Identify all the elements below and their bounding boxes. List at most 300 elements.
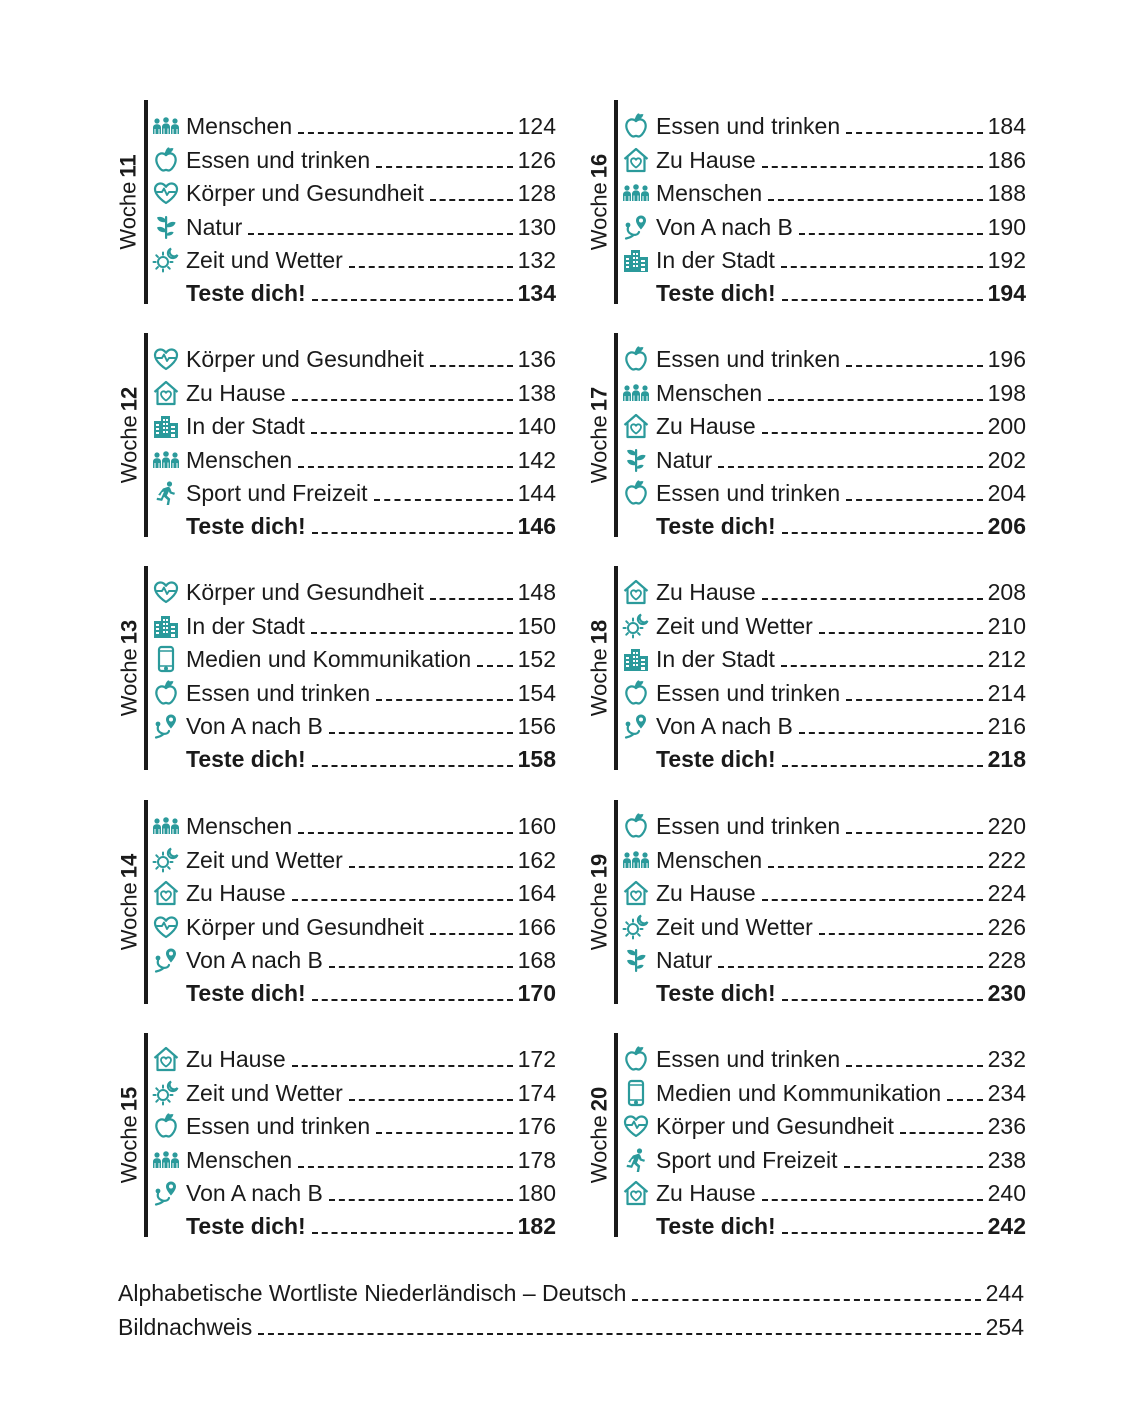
week-prefix: Woche	[586, 1115, 611, 1184]
dot-leader	[718, 466, 982, 468]
page-number: 162	[517, 846, 556, 873]
entry-title: Zeit und Wetter	[186, 846, 343, 873]
entry-title: Von A nach B	[656, 712, 793, 739]
dot-leader	[312, 765, 513, 767]
people-icon	[152, 446, 180, 474]
page-number: 230	[987, 980, 1026, 1007]
dot-leader	[430, 365, 513, 367]
dot-leader	[477, 665, 513, 667]
dot-leader	[298, 132, 513, 134]
week-label	[118, 568, 140, 768]
toc-entry[interactable]	[622, 241, 1026, 274]
sun-moon-icon	[622, 612, 650, 640]
dot-leader	[782, 765, 983, 767]
week-label	[588, 102, 610, 302]
entry-title: Teste dich!	[186, 1213, 306, 1240]
people-icon	[622, 179, 650, 207]
dot-leader	[846, 499, 983, 501]
week-label	[588, 1035, 610, 1235]
toc-entry[interactable]	[622, 941, 1026, 974]
entry-title: Zeit und Wetter	[656, 913, 813, 940]
test-entry[interactable]	[152, 1207, 556, 1240]
week-prefix: Woche	[116, 181, 141, 250]
people-icon	[622, 846, 650, 874]
dot-leader	[768, 399, 983, 401]
apple-icon	[622, 812, 650, 840]
entry-title: Teste dich!	[186, 980, 306, 1007]
house-heart-icon	[152, 879, 180, 907]
toc-entry[interactable]	[622, 907, 1026, 940]
sun-moon-icon	[152, 846, 180, 874]
page-number: 232	[987, 1046, 1026, 1073]
page-number: 220	[987, 813, 1026, 840]
dot-leader	[768, 199, 983, 201]
entry-title: Von A nach B	[186, 946, 323, 973]
entry-title: Essen und trinken	[656, 813, 841, 840]
page-number: 156	[517, 712, 556, 739]
toc-entry[interactable]	[152, 941, 556, 974]
entry-title: Essen und trinken	[656, 346, 841, 373]
dot-leader	[312, 1232, 513, 1234]
toc-entry[interactable]	[622, 874, 1026, 907]
route-icon	[152, 712, 180, 740]
dot-leader	[819, 933, 983, 935]
page-number: 240	[987, 1179, 1026, 1206]
toc-entry[interactable]	[152, 606, 556, 639]
entry-title: Medien und Kommunikation	[186, 646, 472, 673]
toc-entry[interactable]	[622, 807, 1026, 840]
toc-entry[interactable]	[622, 673, 1026, 706]
page-number: 206	[987, 513, 1026, 540]
page-number: 178	[517, 1146, 556, 1173]
toc-entry[interactable]	[152, 640, 556, 673]
page-number: 204	[987, 479, 1026, 506]
week-entries	[152, 107, 556, 307]
page-number: 234	[987, 1079, 1026, 1106]
dot-leader	[947, 1099, 983, 1101]
week-prefix: Woche	[116, 882, 141, 951]
week-label	[118, 1035, 140, 1235]
toc-entry[interactable]	[152, 107, 556, 140]
apple-icon	[152, 1112, 180, 1140]
house-heart-icon	[622, 412, 650, 440]
week-label	[588, 568, 610, 768]
page-number: 130	[517, 213, 556, 240]
page-number: 154	[517, 679, 556, 706]
week-prefix: Woche	[116, 648, 141, 717]
toc-entry[interactable]	[152, 907, 556, 940]
page-number: 152	[517, 646, 556, 673]
dot-leader	[844, 1166, 983, 1168]
entry-title: Natur	[656, 946, 713, 973]
page-number: 254	[985, 1313, 1024, 1340]
page-number: 188	[987, 180, 1026, 207]
dot-leader	[846, 365, 983, 367]
dot-leader	[768, 866, 983, 868]
runner-icon	[152, 479, 180, 507]
entry-title: Körper und Gesundheit	[186, 180, 424, 207]
dot-leader	[781, 266, 983, 268]
dot-leader	[311, 632, 513, 634]
toc-entry[interactable]	[622, 606, 1026, 639]
leaf-icon	[152, 213, 180, 241]
page-number: 212	[987, 646, 1026, 673]
entry-title: Essen und trinken	[186, 679, 371, 706]
dot-leader	[376, 166, 513, 168]
dot-leader	[349, 1099, 513, 1101]
dot-leader	[349, 866, 513, 868]
week-block	[586, 566, 1028, 773]
toc-entry[interactable]	[152, 874, 556, 907]
toc-entry[interactable]	[622, 440, 1026, 473]
house-heart-icon	[622, 578, 650, 606]
page-number: 124	[517, 113, 556, 140]
week-divider	[614, 800, 618, 1004]
entry-title: Natur	[656, 446, 713, 473]
house-heart-icon	[152, 1045, 180, 1073]
page-number: 144	[517, 479, 556, 506]
week-number: 18	[586, 619, 611, 645]
entry-title: Essen und trinken	[656, 113, 841, 140]
week-block	[116, 800, 558, 1007]
test-entry[interactable]	[152, 507, 556, 540]
dot-leader	[376, 699, 513, 701]
toc-entry[interactable]	[152, 474, 556, 507]
week-prefix: Woche	[586, 415, 611, 484]
page-number: 182	[517, 1213, 556, 1240]
week-block	[116, 1033, 558, 1240]
entry-title: Körper und Gesundheit	[186, 346, 424, 373]
page-number: 218	[987, 746, 1026, 773]
leaf-icon	[622, 946, 650, 974]
entry-title: Medien und Kommunikation	[656, 1079, 942, 1106]
heart-pulse-icon	[152, 179, 180, 207]
dot-leader	[762, 166, 983, 168]
entry-title: Von A nach B	[186, 1179, 323, 1206]
apple-icon	[622, 112, 650, 140]
week-label	[118, 335, 140, 535]
dot-leader	[374, 499, 513, 501]
page-number: 164	[517, 880, 556, 907]
entry-title: Natur	[186, 213, 243, 240]
page-number: 216	[987, 712, 1026, 739]
week-label	[118, 102, 140, 302]
appendix-entry[interactable]	[118, 1274, 1024, 1307]
dot-leader	[781, 665, 983, 667]
page-number: 196	[987, 346, 1026, 373]
house-heart-icon	[622, 1179, 650, 1207]
toc-entry[interactable]	[622, 840, 1026, 873]
entry-title: Teste dich!	[656, 746, 776, 773]
dot-leader	[292, 899, 513, 901]
entry-title: Von A nach B	[656, 213, 793, 240]
week-prefix: Woche	[116, 415, 141, 484]
page-number: 160	[517, 813, 556, 840]
entry-title: Essen und trinken	[656, 1046, 841, 1073]
week-prefix: Woche	[116, 1115, 141, 1184]
runner-icon	[622, 1146, 650, 1174]
page-number: 192	[987, 246, 1026, 273]
dot-leader	[782, 299, 983, 301]
dot-leader	[430, 598, 513, 600]
test-entry[interactable]	[622, 274, 1026, 307]
dot-leader	[312, 299, 513, 301]
page-number: 236	[987, 1113, 1026, 1140]
test-entry[interactable]	[622, 740, 1026, 773]
page-number: 228	[987, 946, 1026, 973]
sun-moon-icon	[152, 246, 180, 274]
toc-entry[interactable]	[622, 373, 1026, 406]
entry-title: Menschen	[656, 379, 763, 406]
heart-pulse-icon	[152, 578, 180, 606]
test-entry[interactable]	[152, 740, 556, 773]
test-entry[interactable]	[152, 974, 556, 1007]
page-number: 140	[517, 413, 556, 440]
entry-title: Körper und Gesundheit	[656, 1113, 894, 1140]
toc-entry[interactable]	[622, 1040, 1026, 1073]
toc-entry[interactable]	[622, 640, 1026, 673]
toc-entry[interactable]	[622, 407, 1026, 440]
toc-entry[interactable]	[152, 1174, 556, 1207]
dot-leader	[312, 532, 513, 534]
dot-leader	[762, 1199, 983, 1201]
toc-entry[interactable]	[622, 1073, 1026, 1106]
route-icon	[622, 213, 650, 241]
city-icon	[622, 645, 650, 673]
apple-icon	[622, 679, 650, 707]
dot-leader	[846, 832, 983, 834]
entry-title: Zu Hause	[656, 1179, 756, 1206]
entry-title: Zu Hause	[656, 413, 756, 440]
week-block	[586, 100, 1028, 307]
dot-leader	[292, 399, 513, 401]
toc-entry[interactable]	[622, 474, 1026, 507]
toc-appendix	[118, 1274, 1024, 1341]
entry-title: Zeit und Wetter	[656, 612, 813, 639]
dot-leader	[782, 1232, 983, 1234]
page-number: 150	[517, 612, 556, 639]
dot-leader	[329, 966, 513, 968]
week-block	[116, 566, 558, 773]
heart-pulse-icon	[622, 1112, 650, 1140]
phone-icon	[622, 1079, 650, 1107]
page-number: 208	[987, 579, 1026, 606]
entry-title: Essen und trinken	[186, 146, 371, 173]
week-number: 13	[116, 619, 141, 645]
page-number: 136	[517, 346, 556, 373]
entry-title: Bildnachweis	[118, 1313, 253, 1340]
apple-icon	[622, 479, 650, 507]
dot-leader	[799, 233, 983, 235]
week-divider	[144, 1033, 148, 1237]
apple-icon	[622, 1045, 650, 1073]
entry-title: Zu Hause	[656, 146, 756, 173]
week-entries	[622, 807, 1026, 1007]
dot-leader	[298, 832, 513, 834]
toc-entry[interactable]	[152, 207, 556, 240]
test-entry[interactable]	[622, 1207, 1026, 1240]
entry-title: Menschen	[186, 1146, 293, 1173]
page-number: 148	[517, 579, 556, 606]
toc-entry[interactable]	[152, 1107, 556, 1140]
dot-leader	[632, 1299, 980, 1301]
toc-entry[interactable]	[622, 340, 1026, 373]
page-number: 132	[517, 246, 556, 273]
apple-icon	[152, 679, 180, 707]
dot-leader	[312, 999, 513, 1001]
dot-leader	[782, 532, 983, 534]
entry-title: Alphabetische Wortliste Niederländisch – Deutsch	[118, 1280, 627, 1307]
dot-leader	[298, 466, 513, 468]
phone-icon	[152, 645, 180, 673]
page-number: 138	[517, 379, 556, 406]
entry-title: Teste dich!	[656, 513, 776, 540]
page-number: 226	[987, 913, 1026, 940]
toc-entry[interactable]	[152, 340, 556, 373]
week-entries	[622, 107, 1026, 307]
dot-leader	[298, 1166, 513, 1168]
toc-entry[interactable]	[152, 140, 556, 173]
dot-leader	[329, 732, 513, 734]
week-block	[116, 100, 558, 307]
toc-entry[interactable]	[152, 707, 556, 740]
dot-leader	[762, 598, 983, 600]
week-block	[586, 333, 1028, 540]
week-entries	[152, 573, 556, 773]
week-block	[116, 333, 558, 540]
page-number: 126	[517, 146, 556, 173]
page-number: 244	[985, 1280, 1024, 1307]
week-entries	[152, 340, 556, 540]
test-entry[interactable]	[622, 974, 1026, 1007]
week-divider	[614, 333, 618, 537]
week-entries	[152, 807, 556, 1007]
week-number: 20	[586, 1086, 611, 1112]
city-icon	[622, 246, 650, 274]
page-number: 224	[987, 880, 1026, 907]
entry-title: Menschen	[186, 446, 293, 473]
dot-leader	[799, 732, 983, 734]
heart-pulse-icon	[152, 345, 180, 373]
route-icon	[622, 712, 650, 740]
toc-entry[interactable]	[622, 573, 1026, 606]
page-number: 210	[987, 612, 1026, 639]
entry-title: Zeit und Wetter	[186, 246, 343, 273]
toc-entry[interactable]	[152, 407, 556, 440]
toc-entry[interactable]	[152, 174, 556, 207]
week-label	[588, 802, 610, 1002]
leaf-icon	[622, 446, 650, 474]
page-number: 214	[987, 679, 1026, 706]
toc-entry[interactable]	[622, 707, 1026, 740]
week-number: 14	[116, 853, 141, 879]
dot-leader	[846, 1065, 983, 1067]
page-number: 176	[517, 1113, 556, 1140]
page-number: 166	[517, 913, 556, 940]
test-entry[interactable]	[622, 507, 1026, 540]
toc-entry[interactable]	[152, 573, 556, 606]
toc-entry[interactable]	[152, 840, 556, 873]
dot-leader	[846, 132, 983, 134]
week-block	[586, 1033, 1028, 1240]
toc-entry[interactable]	[152, 241, 556, 274]
toc-entry[interactable]	[152, 1073, 556, 1106]
page-number: 146	[517, 513, 556, 540]
dot-leader	[349, 266, 513, 268]
people-icon	[152, 112, 180, 140]
entry-title: Teste dich!	[186, 513, 306, 540]
week-block	[586, 800, 1028, 1007]
week-number: 15	[116, 1086, 141, 1112]
appendix-entry[interactable]	[118, 1307, 1024, 1340]
entry-title: Zu Hause	[656, 880, 756, 907]
entry-title: Essen und trinken	[656, 479, 841, 506]
week-entries	[152, 1040, 556, 1240]
house-heart-icon	[152, 379, 180, 407]
page-number: 174	[517, 1079, 556, 1106]
entry-title: Menschen	[656, 846, 763, 873]
week-entries	[622, 573, 1026, 773]
week-divider	[144, 800, 148, 1004]
toc-entry[interactable]	[622, 207, 1026, 240]
page-number: 190	[987, 213, 1026, 240]
dot-leader	[762, 432, 983, 434]
toc-entry[interactable]	[622, 140, 1026, 173]
page-number: 200	[987, 413, 1026, 440]
week-prefix: Woche	[586, 648, 611, 717]
toc-entry[interactable]	[622, 1174, 1026, 1207]
toc-entry[interactable]	[622, 1140, 1026, 1173]
page-number: 222	[987, 846, 1026, 873]
entry-title: In der Stadt	[186, 612, 305, 639]
entry-title: Körper und Gesundheit	[186, 579, 424, 606]
toc-entry[interactable]	[152, 1140, 556, 1173]
page-number: 158	[517, 746, 556, 773]
week-divider	[144, 566, 148, 770]
toc-entry[interactable]	[152, 673, 556, 706]
toc-entry[interactable]	[622, 1107, 1026, 1140]
entry-title: Menschen	[186, 113, 293, 140]
page-number: 242	[987, 1213, 1026, 1240]
house-heart-icon	[622, 146, 650, 174]
week-number: 17	[586, 386, 611, 412]
dot-leader	[718, 966, 982, 968]
week-divider	[144, 100, 148, 304]
toc-entry[interactable]	[622, 107, 1026, 140]
dot-leader	[430, 199, 513, 201]
dot-leader	[819, 632, 983, 634]
week-entries	[622, 1040, 1026, 1240]
entry-title: Essen und trinken	[186, 1113, 371, 1140]
test-entry[interactable]	[152, 274, 556, 307]
people-icon	[152, 1146, 180, 1174]
dot-leader	[846, 699, 983, 701]
toc-entry[interactable]	[152, 440, 556, 473]
entry-title: Sport und Freizeit	[186, 479, 368, 506]
toc-entry[interactable]	[622, 174, 1026, 207]
page-number: 180	[517, 1179, 556, 1206]
entry-title: Zu Hause	[186, 379, 286, 406]
toc-entry[interactable]	[152, 373, 556, 406]
city-icon	[152, 412, 180, 440]
dot-leader	[376, 1132, 513, 1134]
week-number: 11	[116, 154, 141, 178]
week-entries	[622, 340, 1026, 540]
page-number: 194	[987, 280, 1026, 307]
dot-leader	[762, 899, 983, 901]
toc-entry[interactable]	[152, 807, 556, 840]
toc-entry[interactable]	[152, 1040, 556, 1073]
